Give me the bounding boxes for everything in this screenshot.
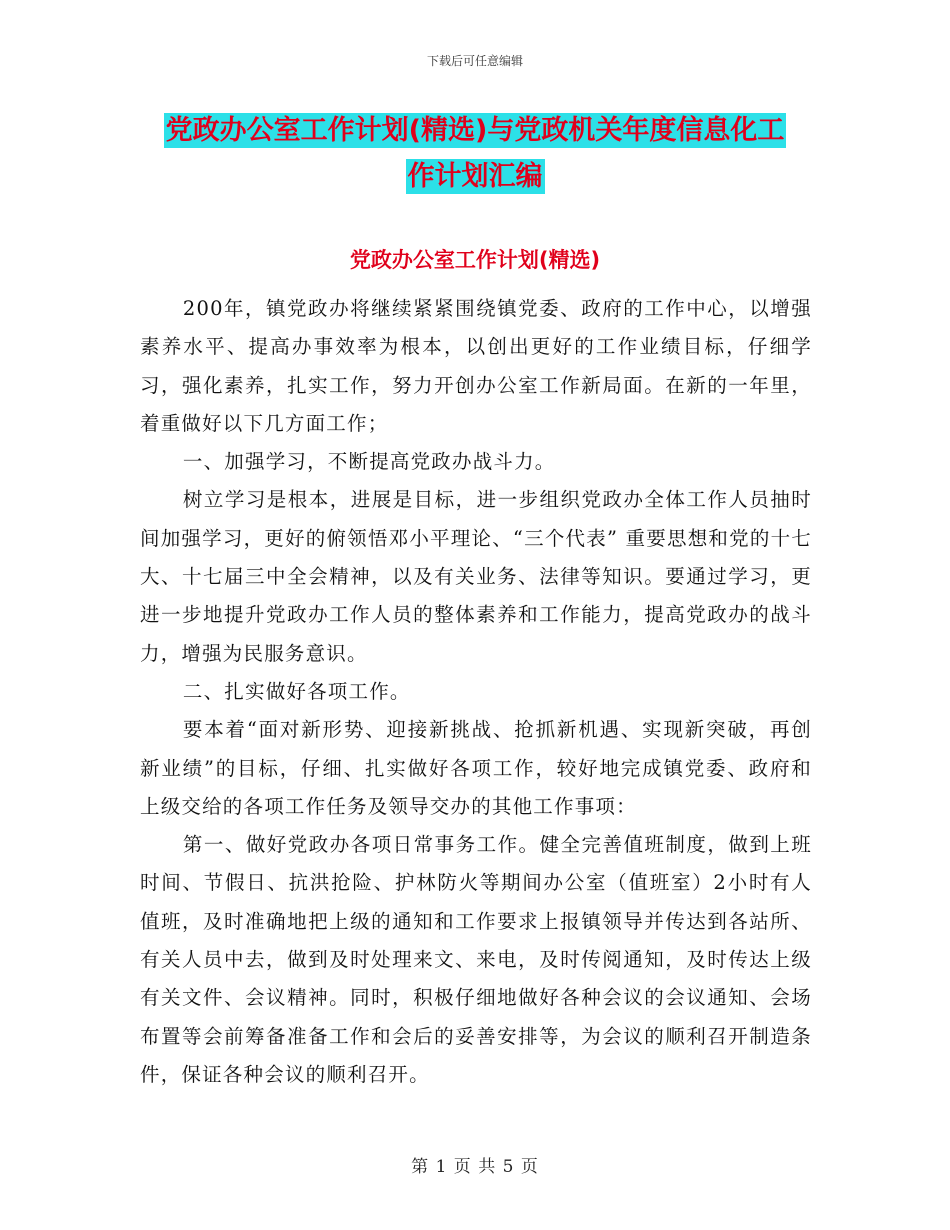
document-title-line-2: 作计划汇编 <box>407 161 543 192</box>
paragraph: 200年，镇党政办将继续紧紧围绕镇党委、政府的工作中心，以增强素养水平、提高办事效率为根本，以创出更好的工作业绩目标，仔细学习，强化素养，扎实工作，努力开创办公室工作新局面。在新的一年里，着重做好以下几方面工作； <box>140 297 812 435</box>
paragraph: 树立学习是根本，进展是目标，进一步组织党政办全体工作人员抽时间加强学习，更好的俯领悟邓小平理论、“三个代表” 重要思想和党的十七大、十七届三中全会精神，以及有关业务、法律等知识。要通过学习，更进一步地提升党政办工作人员的整体素养和工作能力，提高党政办的战斗力，增强为民服务意识。 <box>140 488 812 665</box>
document-title <box>140 108 810 200</box>
paragraph: 二、扎实做好各项工作。 <box>182 679 411 703</box>
paragraph: 要本着“面对新形势、迎接新挑战、抢抓新机遇、实现新突破，再创新业绩”的目标，仔细、扎实做好各项工作，较好地完成镇党委、政府和上级交给的各项工作任务及领导交办的其他工作事项： <box>140 718 812 818</box>
paragraph: 一、加强学习，不断提高党政办战斗力。 <box>182 450 556 474</box>
paragraph: 第一、做好党政办各项日常事务工作。健全完善值班制度，做到上班时间、节假日、抗洪抢险、护林防火等期间办公室（值班室）2小时有人值班，及时准确地把上级的通知和工作要求上报镇领导并传达到各站所、有关人员中去，做到及时处理来文、来电，及时传阅通知，及时传达上级有关文件、会议精神。同时，积极仔细地做好各种会议的会议通知、会场布置等会前筹备准备工作和会后的妥善安排等，为会议的顺利召开制造条件，保证各种会议的顺利召开。 <box>140 833 812 1086</box>
document-title-line-1: 党政办公室工作计划(精选)与党政机关年度信息化工 <box>165 115 785 146</box>
document-body <box>140 290 812 1094</box>
page-number-footer: 第 1 页 共 5 页 <box>411 1157 539 1177</box>
section-title: 党政办公室工作计划(精选) <box>349 248 601 272</box>
header-note: 下载后可任意编辑 <box>426 54 523 68</box>
